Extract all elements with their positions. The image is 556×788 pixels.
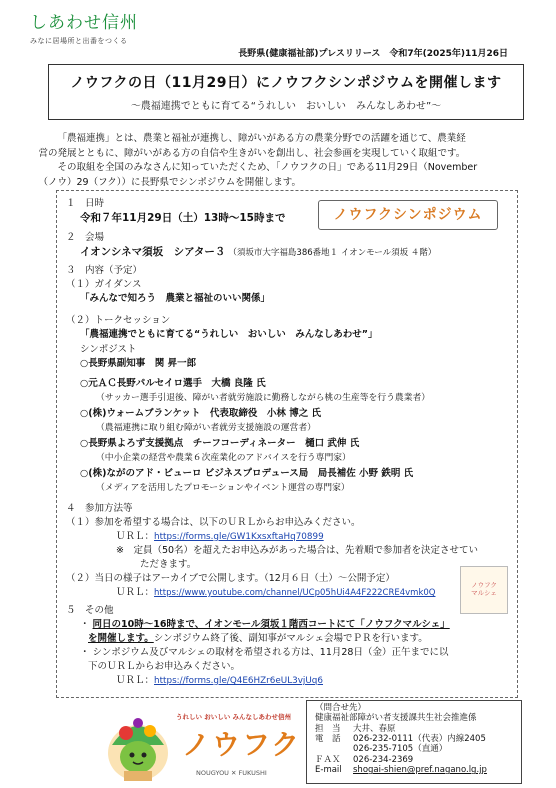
title-box bbox=[48, 64, 524, 120]
panelist-name: ○長野県副知事 関 昇一郎 bbox=[80, 358, 197, 369]
page-subtitle: ～農福連携でともに育てる“うれしい おいしい みんなしあわせ”～ bbox=[130, 101, 442, 113]
marche-logo-line: ノウフク bbox=[471, 581, 497, 590]
bullet-icon: ・ bbox=[80, 619, 93, 630]
press-coverage-note-cont: 下のＵＲＬからお申込みください。 bbox=[88, 661, 241, 672]
intro-line: （ノウ）29（フク））に長野県でシンポジウムを開催します。 bbox=[38, 177, 301, 189]
intro-line: 「農福連携」とは、農業と福祉が連携し、障がいがある方の農業分野での活躍を通じて、農業経 bbox=[57, 133, 466, 144]
logo-tagline: うれしい おいしい みんなしあわせ信州 bbox=[176, 713, 292, 721]
contact-row: 026-235-7105（直通） bbox=[353, 744, 448, 755]
symposium-banner: ノウフクシンポジウム bbox=[318, 200, 498, 230]
noufuku-logo-text: ノウフク bbox=[182, 728, 302, 761]
section-2-label: ２ 会場 bbox=[66, 232, 105, 243]
panelist-name: ○(株)ウォームブランケット 代表取締役 小林 博之 氏 bbox=[80, 408, 322, 419]
archive-note: （２）当日の様子はアーカイブで公開します。（12月６日（土）～公開予定） bbox=[66, 573, 395, 584]
page-title: ノウフクの日（11月29日）にノウフクシンポジウムを開催します bbox=[70, 75, 502, 91]
contact-row: ＦＡＸ 026-234-2369 bbox=[315, 754, 414, 765]
logo-text: しあわせ信州 bbox=[30, 13, 138, 33]
contact-heading: （問合せ先） bbox=[315, 703, 367, 713]
panelist-note: （メディアを活用したプロモーションやイベント運営の専門家） bbox=[96, 483, 350, 493]
guidance-label: （１）ガイダンス bbox=[66, 279, 142, 290]
application-form-link[interactable]: https://forms.gle/GW1KxsxftaHq70899 bbox=[154, 532, 324, 542]
marche-logo-line: マルシェ bbox=[471, 589, 497, 597]
noufuku-marche-logo bbox=[460, 566, 508, 614]
panelist-name: ○(株)ながのアド・ビューロ ビジネスプロデュース局 局長補佐 小野 鉄明 氏 bbox=[80, 468, 414, 479]
contact-box bbox=[306, 700, 522, 784]
venue-name: イオンシネマ須坂 シアター３ bbox=[80, 246, 226, 258]
press-form-link[interactable]: https://forms.gle/Q4E6HZr6eUL3vjUq6 bbox=[154, 676, 323, 686]
press-coverage-note: シンポジウム及びマルシェの取材を希望される方は、11月28日（金）正午までに以 bbox=[92, 647, 449, 658]
panelist-note: （農福連携に取り組む障がい者就労支援施設の運営者） bbox=[96, 423, 316, 433]
logo-subtitle: みなに居場所と出番をつくる bbox=[30, 37, 128, 46]
intro-line: その取組を全国のみなさんに知っていただくため、「ノウフクの日」である11月29日（November bbox=[57, 162, 478, 174]
url-label: ＵＲＬ： bbox=[116, 531, 155, 542]
contact-row: E-mail shogai-shien@pref.nagano.lg.jp bbox=[315, 765, 487, 776]
panelist-name: ○長野県よろず支援拠点 チーフコーディネーター 樋口 武伸 氏 bbox=[80, 438, 360, 449]
noufuku-logo bbox=[98, 705, 302, 785]
url-label: ＵＲＬ： bbox=[116, 675, 155, 686]
intro-line: 営の発展とともに、障がいがある方の自信や生きがいを創出し、社会参画を実現していく取組です。 bbox=[38, 147, 466, 159]
event-datetime: 令和７年11月29日（土）13時～15時まで bbox=[80, 212, 286, 224]
talk-label: （２）トークセッション bbox=[66, 315, 171, 326]
contact-row: 担 当 大井、春原 bbox=[315, 723, 396, 734]
marche-pr-note: シンポジウム終了後、副知事がマルシェ会場でＰＲを行います。 bbox=[153, 633, 428, 644]
panelist-name: ○元ＡＣ長野パルセイロ選手 大橋 良隆 氏 bbox=[80, 378, 266, 389]
logo-subtext: NOUGYOU ✕ FUKUSHI bbox=[196, 769, 267, 777]
youtube-channel-link[interactable]: https://www.youtube.com/channel/UCp05hUi4A4F222CRE4vmk0Q bbox=[154, 588, 436, 598]
panelist-heading: シンポジスト bbox=[80, 344, 137, 355]
section-5-label: ５ その他 bbox=[66, 605, 114, 616]
shiawase-shinshu-logo bbox=[30, 12, 170, 46]
venue-address: （須坂市大字福島386番地１ イオンモール須坂 ４階） bbox=[228, 248, 437, 258]
section-1-label: １ 日時 bbox=[66, 198, 105, 209]
panelist-note: （中小企業の経営や農業６次産業化のアドバイスを行う専門家） bbox=[96, 453, 351, 463]
talk-title: 「農福連携でともに育てる“うれしい おいしい みんなしあわせ”」 bbox=[80, 329, 378, 340]
section-3-label: ３ 内容（予定） bbox=[66, 265, 143, 276]
capacity-note-cont: ただきます。 bbox=[140, 559, 197, 570]
marche-announcement: 同日の10時～16時まで、イオンモール須坂１階西コートにて「ノウフクマルシェ」 bbox=[92, 619, 450, 630]
contact-email-link[interactable]: shogai-shien@pref.nagano.lg.jp bbox=[353, 765, 487, 776]
guidance-title: 「みんなで知ろう 農業と福祉のいい関係」 bbox=[80, 293, 271, 304]
contact-department: 健康福祉部障がい者支援課共生社会推進係 bbox=[315, 713, 477, 724]
marche-announcement-cont: を開催します。 bbox=[88, 633, 154, 644]
apply-instruction: （１）参加を希望する場合は、以下のＵＲＬからお申込みください。 bbox=[66, 517, 361, 528]
contact-row: 電 話 026-232-0111（代表）内線2405 bbox=[315, 734, 486, 745]
press-release-line: 長野県(健康福祉部)プレスリリース 令和7年(2025年)11月26日 bbox=[238, 49, 508, 59]
bullet-icon: ・ bbox=[80, 647, 93, 658]
url-label: ＵＲＬ： bbox=[116, 587, 155, 598]
panelist-note: （サッカー選手引退後、障がい者就労施設に勤務しながら桃の生産等を行う農業者） bbox=[96, 393, 431, 403]
intro-text bbox=[38, 132, 524, 191]
capacity-note: ※ 定員（50名）を超えたお申込みがあった場合は、先着順で参加者を決定させてい bbox=[116, 545, 478, 556]
section-4-label: ４ 参加方法等 bbox=[66, 503, 133, 514]
